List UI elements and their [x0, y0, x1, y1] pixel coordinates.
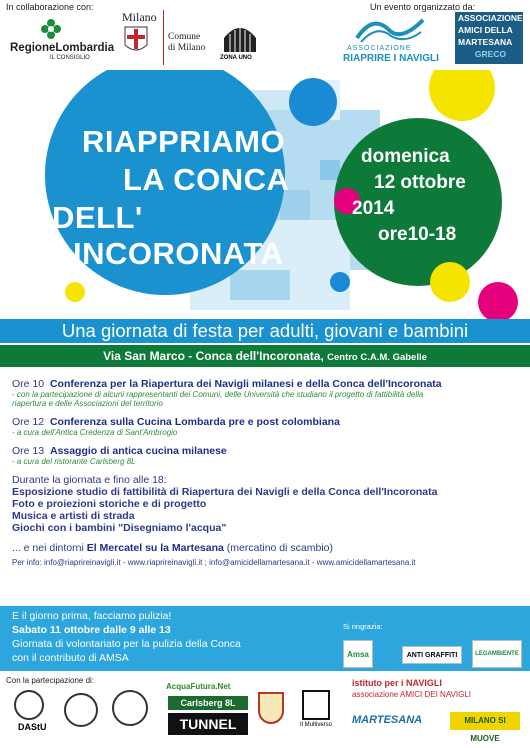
- program-title: Assaggio di antica cucina milanese: [49, 445, 227, 457]
- amici-martesana-logo: [455, 12, 523, 64]
- wave-icon: [355, 12, 425, 44]
- info-line: Per info: info@riaprireinavigli.it - www.riaprireinavigli.it ; info@amicidellamartesana.it - www.amicidellamartesana.it: [12, 558, 416, 567]
- program-time: Ore 12: [12, 416, 45, 428]
- istituto-l2: associazione AMICI DEI NAVIGLI: [352, 690, 472, 699]
- thanks-label: Si ringrazia:: [343, 622, 383, 631]
- comune-text: Comune di Milano: [168, 32, 206, 53]
- crest-icon: [258, 692, 284, 724]
- program-item-1: [12, 378, 524, 390]
- zona-text: ZONA UNO: [220, 55, 252, 61]
- nearby-line: [12, 542, 524, 554]
- zona-uno-logo: [220, 20, 262, 65]
- cleanup-line-3: Giornata di volontariato per la pulizia della Conca: [12, 638, 241, 650]
- sponsor-antigraffiti: ANTI GRAFFITI: [402, 646, 462, 664]
- cleanup-line-1: E il giorno prima, facciamo pulizia!: [12, 610, 172, 622]
- hero-title-4: INCORONATA: [73, 236, 284, 271]
- milano-text: Milano: [122, 10, 157, 24]
- nearby-name: El Mercatel su la Martesana: [86, 542, 224, 554]
- regione-rose-icon: [40, 18, 62, 40]
- hero-title-2: LA CONCA: [123, 162, 290, 197]
- during-item: Foto e proiezioni storiche e di progetto: [12, 498, 207, 510]
- date-line-1: domenica: [361, 146, 450, 167]
- amici-l1: ASSOCIAZIONE: [458, 13, 523, 23]
- location-sub: Centro C.A.M. Gabelle: [327, 352, 427, 363]
- location-main: Via San Marco - Conca dell'Incoronata,: [103, 349, 324, 363]
- comune-milano-logo: [120, 10, 210, 65]
- seal-icon: [112, 690, 148, 726]
- festa-band: Una giornata di festa per adulti, giovani e bambini: [0, 319, 530, 343]
- nearby-prefix: ... e nei dintorni: [12, 542, 84, 554]
- milano-muove-logo: MILANO SI MUOVE: [450, 712, 520, 730]
- collab-label: In collaborazione con:: [6, 2, 94, 12]
- amici-l2: AMICI DELLA: [458, 25, 513, 35]
- date-line-3: 2014: [352, 198, 395, 219]
- program-note: - a cura del ristorante Carlsberg 8L: [12, 457, 136, 466]
- date-line-4: ore10-18: [378, 224, 457, 245]
- program-time: Ore 10: [12, 378, 45, 390]
- carlsberg-logo: Carlsberg 8L: [168, 696, 248, 710]
- sponsor-legambiente: LEGAMBIENTE: [472, 640, 522, 668]
- riaprire-navigli-logo: [335, 12, 445, 64]
- organized-label: Un evento organizzato da:: [370, 2, 476, 12]
- istituto-l1: istituto per i NAVIGLI: [352, 678, 442, 688]
- amici-l4: GRECO: [474, 49, 507, 59]
- dasu-logo: DAStU: [18, 722, 47, 732]
- polimi-seal-icon: [14, 690, 44, 720]
- during-item: Giochi con i bambini "Disegniamo l'acqua": [12, 522, 227, 534]
- riaprire-main: RIAPRIRE I NAVIGLI: [343, 53, 439, 64]
- during-item: Esposizione studio di fattibilità di Riapertura dei Navigli e della Conca dell'Incoronata: [12, 486, 438, 498]
- regione-sub: IL CONSIGLIO: [50, 55, 90, 61]
- regione-name: RegioneLombardia: [10, 42, 115, 54]
- date-line-2: 12 ottobre: [374, 172, 466, 193]
- hero-title-1: RIAPPRIAMO: [82, 124, 286, 159]
- seal-icon: [64, 693, 98, 727]
- program-section: [12, 378, 524, 567]
- during-intro: Durante la giornata e fino alle 18:: [12, 474, 167, 486]
- acquafutura-logo: AcquaFutura.Net: [166, 682, 231, 691]
- riaprire-top: ASSOCIAZIONE: [347, 45, 412, 52]
- multiverso-icon: [302, 690, 330, 720]
- participation-label: Con la partecipazione di:: [6, 676, 95, 685]
- amici-l3: MARTESANA: [458, 37, 513, 47]
- multiverso-text: Il Multiverso: [300, 722, 333, 728]
- hero-area: [0, 70, 530, 320]
- cleanup-section: [0, 606, 530, 671]
- tunnel-logo: TUNNEL: [168, 713, 248, 735]
- duomo-icon: [220, 20, 260, 54]
- program-title: Conferenza sulla Cucina Lombarda pre e post colombiana: [49, 416, 340, 428]
- program-item-3: [12, 445, 524, 457]
- martesana-logo: MARTESANA: [352, 714, 423, 726]
- during-item: Musica e artisti di strada: [12, 510, 135, 522]
- regione-lombardia-logo: [10, 18, 115, 63]
- program-title: Conferenza per la Riapertura dei Navigli milanesi e della Conca dell'Incoronata: [49, 378, 442, 390]
- sponsor-amsa: Amsa: [343, 640, 373, 668]
- program-note: riapertura e delle Associazioni del territorio: [12, 399, 163, 408]
- cleanup-line-2: Sabato 11 ottobre dalle 9 alle 13: [12, 624, 171, 636]
- program-note: - a cura dell'Antica Credenza di Sant'Ambrogio: [12, 428, 178, 437]
- nearby-suffix: (mercatino di scambio): [226, 542, 333, 554]
- program-note: - con la partecipazione di alcuni rappresentanti dei Comuni, delle Università che studiano il progetto di fattibilità della: [12, 390, 424, 399]
- cleanup-line-4: con il contributo di AMSA: [12, 652, 129, 664]
- program-time: Ore 13: [12, 445, 45, 457]
- hero-title-3: DELL': [52, 200, 143, 235]
- location-band: [0, 345, 530, 367]
- milano-crest-icon: [123, 25, 149, 57]
- program-item-2: [12, 416, 524, 428]
